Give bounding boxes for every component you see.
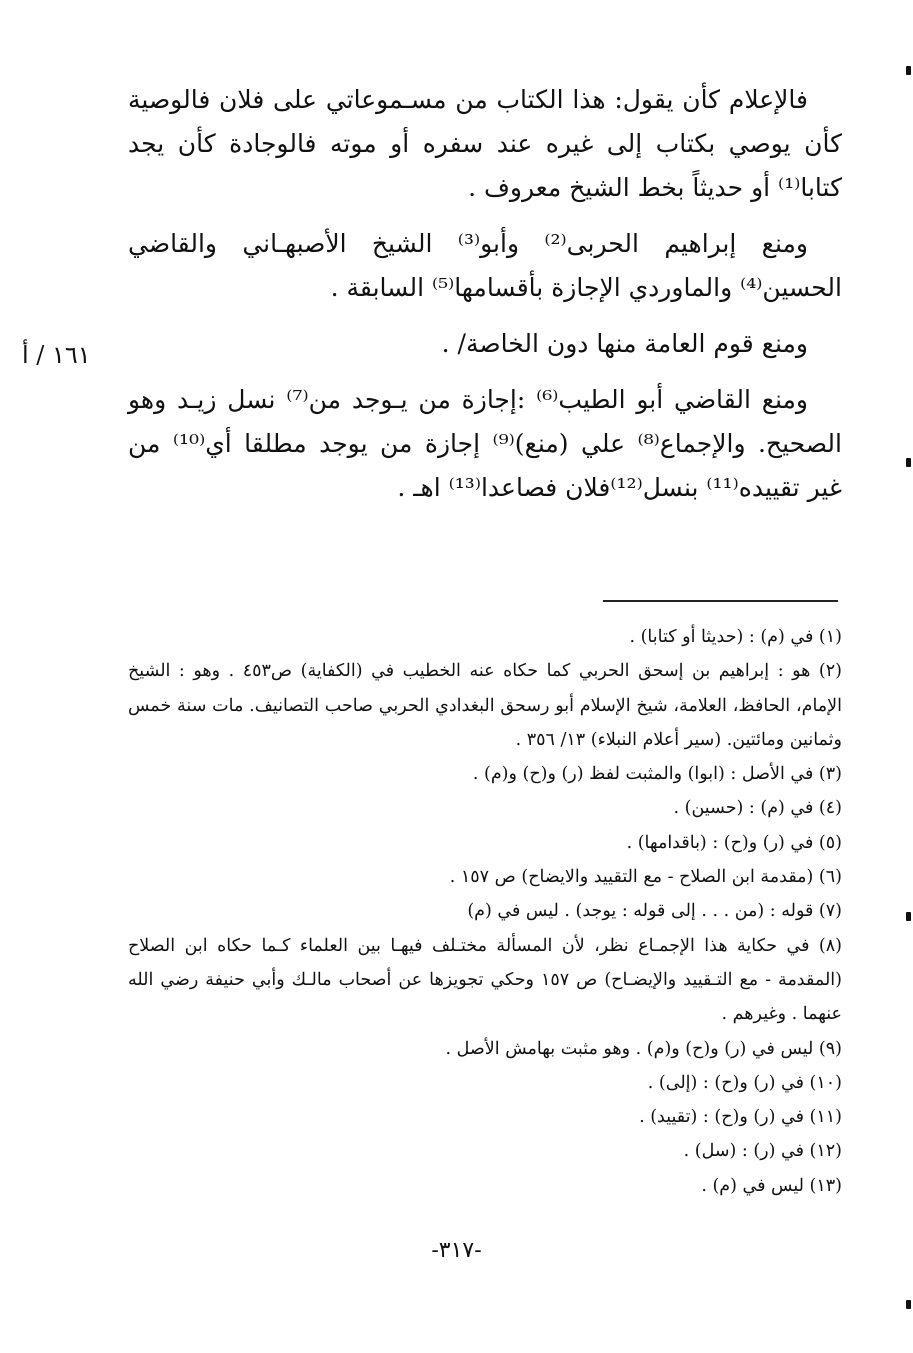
scan-edge-mark — [906, 912, 911, 921]
footnote-item: (١) في (م) : (حديثا أو كتابا) . — [629, 627, 842, 647]
footnote-item: (١١) في (ر) و(ح) : (تقييد) . — [639, 1107, 842, 1128]
footnotes — [128, 620, 842, 1203]
footnote-item: (١٣) ليس في (م) . — [701, 1175, 842, 1196]
main-paragraph: ومنع إبراهيم الحربى⁽²⁾ وأبو⁽³⁾ الشيخ الأصبهـاني والقاضي الحسين⁽⁴⁾ والماوردي الإجازة بأقسامها⁽⁵⁾ السابقة . — [128, 229, 842, 302]
main-paragraph: ومنع قوم العامة منها دون الخاصة/ . — [441, 329, 808, 358]
footnote-item: (٦) (مقدمة ابن الصلاح - مع التقييد والايضاح) ص ١٥٧ . — [449, 867, 842, 888]
page-number: -٣١٧- — [431, 1238, 482, 1263]
footnote-item: (٧) قوله : (من . . . إلى قوله : يوجد) . ليس في (م) — [467, 901, 842, 922]
footnote-divider — [603, 600, 838, 602]
footnote-item: (٨) في حكاية هذا الإجمـاع نظر، لأن المسألة مختـلف فيهـا بين العلماء كـما حكاه ابن الصلاح (المقدمة - مع التـقييد والإيضـاح) ص ١٥٧ وحكي تجويزها عن أصحاب مالـك وأبي حنيفة رضي الله عنهما . وغيرهم . — [128, 935, 842, 1025]
footnote-item: (٣) في الأصل : (ابوا) والمثبت لفظ (ر) و(ح) و(م) . — [472, 764, 842, 785]
main-paragraph: فالإعلام كأن يقول: هذا الكتاب من مسـموعاتي على فلان فالوصية كأن يوصي بكتاب إلى غيره عند سفره أو موته فالوجادة كأن يجد كتابا⁽¹⁾ أو حديثاً بخط الشيخ معروف . — [128, 85, 842, 202]
footnote-item: (٩) ليس في (ر) و(ح) و(م) . وهو مثبت بهامش الأصل . — [445, 1038, 842, 1059]
footnote-item: (١٠) في (ر) و(ح) : (إلى) . — [647, 1072, 842, 1093]
folio-margin-note: ١٦١ / أ — [22, 341, 91, 369]
scan-edge-mark — [906, 458, 911, 467]
footnote-item: (١٢) في (ر) : (سل) . — [683, 1141, 842, 1162]
main-text — [128, 78, 842, 522]
footnote-item: (٥) في (ر) و(ح) : (باقدامها) . — [626, 832, 842, 853]
main-paragraph: ومنع القاضي أبو الطيب⁽⁶⁾ :إجازة من يـوجد من⁽⁷⁾ نسل زيـد وهو الصحيح. والإجماع⁽⁸⁾ علي (منع)⁽⁹⁾ إجازة من يوجد مطلقا أي⁽¹⁰⁾ من غير تقييده⁽¹¹⁾ بنسل⁽¹²⁾فلان فصاعدا⁽¹³⁾ اهـ . — [128, 385, 842, 502]
footnote-item: (٢) هو : إبراهيم بن إسحق الحربي كما حكاه عنه الخطيب في (الكفاية) ص٤٥٣ . وهو : الشيخ الإمام، الحافظ، العلامة، شيخ الإسلام أبو رسحق البغدادي الحربي صاحب التصانيف. مات سنة خمس وثمانين ومائتين. (سير أعلام النبلاء) ١٣/ ٣٥٦ . — [128, 661, 842, 750]
scan-edge-mark — [906, 1300, 911, 1309]
scan-edge-mark — [906, 66, 911, 75]
footnote-item: (٤) في (م) : (حسين) . — [673, 798, 842, 819]
